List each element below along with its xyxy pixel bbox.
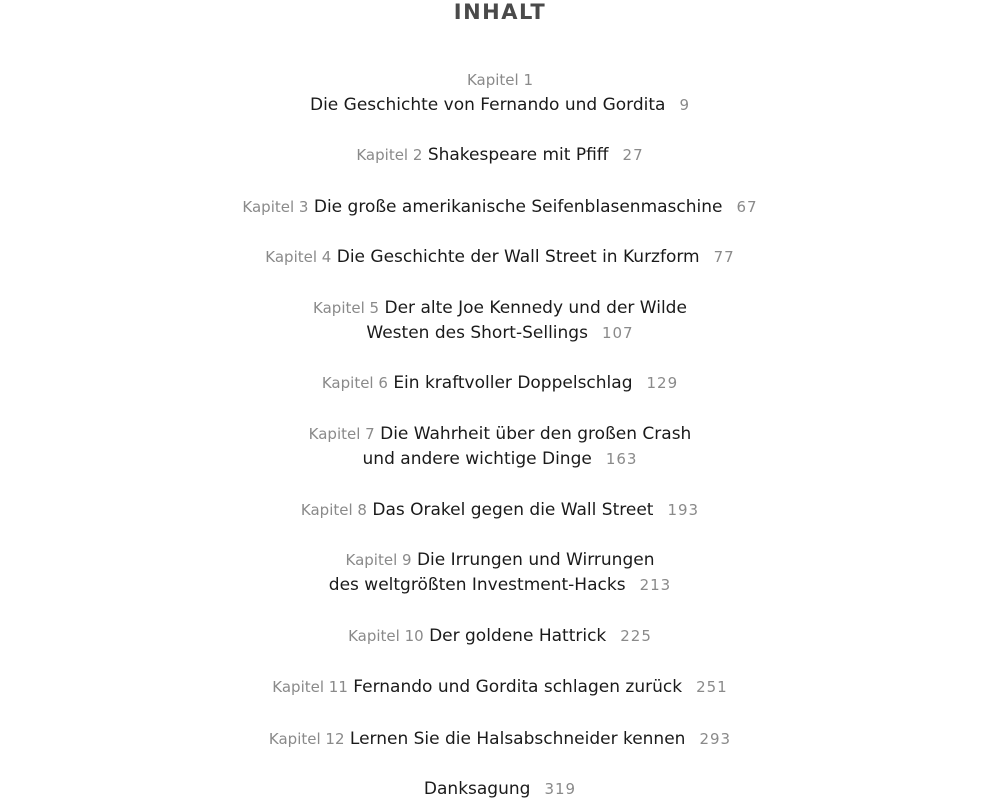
toc-entry-11[interactable] — [0, 675, 1000, 700]
toc-entry-line-1 — [0, 624, 1000, 649]
toc-entry-line-1 — [0, 195, 1000, 220]
chapter-title: Lernen Sie die Halsabschneider kennen — [349, 729, 686, 749]
chapter-title: Die Geschichte von Fernando und Gordita — [309, 95, 666, 115]
toc-entry-line-2 — [0, 447, 1000, 472]
page-number: 9 — [679, 96, 690, 114]
chapter-label: Kapitel 4 — [265, 248, 332, 266]
page-number: 213 — [639, 576, 672, 594]
page-number: 77 — [713, 248, 735, 266]
toc-entry-3[interactable] — [0, 195, 1000, 220]
toc-entry-line-1 — [0, 245, 1000, 270]
toc-entry-line-1 — [0, 675, 1000, 700]
page-number: 107 — [601, 324, 634, 342]
toc-entry-line-1 — [0, 296, 1000, 321]
chapter-title: Danksagung — [423, 779, 531, 799]
page-number: 293 — [699, 730, 732, 748]
chapter-title-continued: und andere wichtige Dinge — [362, 449, 592, 469]
page-title: INHALT — [453, 0, 547, 24]
toc-entry-line-1 — [0, 777, 1000, 802]
chapter-title: Der goldene Hattrick — [429, 626, 607, 646]
chapter-label: Kapitel 6 — [321, 374, 388, 392]
toc-entry-6[interactable] — [0, 371, 1000, 396]
toc-entry-7[interactable] — [0, 422, 1000, 472]
page-number: 27 — [622, 146, 644, 164]
chapter-label: Kapitel 3 — [242, 198, 309, 216]
chapter-title: Die Irrungen und Wirrungen — [416, 550, 655, 570]
chapter-title: Der alte Joe Kennedy und der Wilde — [384, 298, 687, 318]
toc-entry-line-1 — [0, 143, 1000, 168]
chapter-label: Kapitel 7 — [308, 425, 375, 443]
chapter-title: Die Geschichte der Wall Street in Kurzform — [336, 247, 700, 267]
chapter-label: Kapitel 10 — [348, 627, 424, 645]
chapter-title: Ein kraftvoller Doppelschlag — [393, 373, 633, 393]
toc-entry-8[interactable] — [0, 498, 1000, 523]
toc-entry-2[interactable] — [0, 143, 1000, 168]
chapter-title: Shakespeare mit Pfiff — [427, 145, 609, 165]
chapter-title: Die große amerikanische Seifenblasenmaschine — [313, 197, 723, 217]
toc-entry-line-1 — [0, 548, 1000, 573]
page-number: 225 — [620, 627, 652, 645]
page-number: 319 — [544, 780, 577, 798]
page-number: 129 — [646, 374, 679, 392]
chapter-title-continued: des weltgrößten Investment-Hacks — [328, 575, 626, 595]
chapter-title: Fernando und Gordita schlagen zurück — [353, 677, 683, 697]
toc-entry-10[interactable] — [0, 624, 1000, 649]
chapter-label: Kapitel 2 — [356, 146, 423, 164]
toc-entry-line-2 — [0, 93, 1000, 118]
chapter-label: Kapitel 9 — [345, 551, 412, 569]
chapter-label: Kapitel 1 — [466, 71, 534, 89]
toc-entry-danksagung[interactable] — [0, 777, 1000, 802]
page-number: 251 — [696, 678, 728, 696]
page-number: 67 — [736, 198, 758, 216]
chapter-label: Kapitel 5 — [313, 299, 380, 317]
toc-entry-line-2 — [0, 321, 1000, 346]
toc-entry-line-1 — [0, 727, 1000, 752]
toc-entry-line-1 — [0, 68, 1000, 93]
chapter-title: Die Wahrheit über den großen Crash — [380, 424, 692, 444]
toc-entry-9[interactable] — [0, 548, 1000, 598]
toc-entry-12[interactable] — [0, 727, 1000, 752]
chapter-label: Kapitel 8 — [300, 501, 367, 519]
toc-entry-5[interactable] — [0, 296, 1000, 346]
page-number: 163 — [605, 450, 638, 468]
toc-entry-line-2 — [0, 573, 1000, 598]
chapter-label: Kapitel 12 — [268, 730, 345, 748]
chapter-label: Kapitel 11 — [272, 678, 348, 696]
toc-entry-line-1 — [0, 371, 1000, 396]
toc-entry-line-1 — [0, 422, 1000, 447]
toc-entry-4[interactable] — [0, 245, 1000, 270]
chapter-title-continued: Westen des Short-Sellings — [366, 323, 588, 343]
chapter-title: Das Orakel gegen die Wall Street — [372, 500, 654, 520]
toc-entry-1[interactable] — [0, 68, 1000, 118]
toc-entry-line-1 — [0, 498, 1000, 523]
page-number: 193 — [667, 501, 700, 519]
